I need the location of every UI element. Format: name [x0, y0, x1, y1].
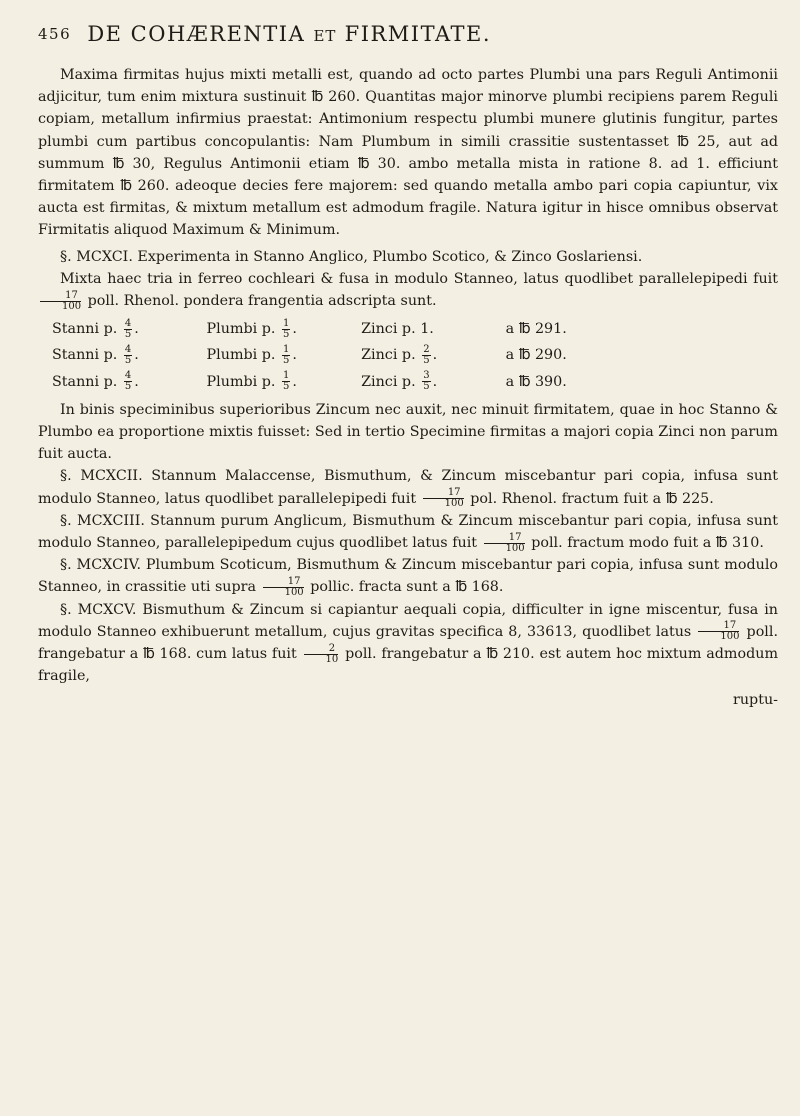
zinci-label: Zinci p.	[361, 373, 416, 390]
header-title-post: FIRMITATE.	[344, 22, 491, 46]
zinci-cell	[361, 318, 501, 340]
paragraph-binis: In binis speciminibus superioribus Zincum nec auxit, nec minuit firmitatem, quae in hoc Stanno & Plumbo ea proportione mixtis fuisset: Sed in tertio Specimine firmitas a majori copia Zinci non parum fuit aucta.	[38, 401, 778, 463]
stanni-label: Stanni p.	[52, 347, 118, 364]
stanni-label: Stanni p.	[52, 373, 118, 390]
fraction-denominator: 5	[283, 328, 290, 340]
fraction	[422, 371, 430, 392]
composition-table	[38, 318, 778, 393]
plumbi-label: Plumbi p.	[206, 321, 276, 338]
fraction-denominator: 5	[423, 354, 430, 366]
fraction	[282, 319, 290, 340]
s1091-text-pre: Mixta haec tria in ferreo cochleari & fusa in modulo Stanneo, latus quodlibet parallelepipedi fuit	[60, 270, 778, 287]
fraction-numerator: 3	[423, 370, 430, 382]
zinci-label: Zinci p.	[361, 321, 416, 338]
catchword: ruptu-	[733, 692, 778, 709]
fraction-numerator: 1	[283, 317, 290, 329]
fraction-denominator: 5	[124, 328, 132, 340]
stanni-cell: Stanni p. $\frac{4}{5}$ .	[52, 317, 139, 340]
fraction	[484, 533, 525, 554]
section-1094	[38, 554, 778, 598]
s1094-text-pre: §. MCXCIV. Plumbum Scoticum, Bismuthum & Zincum miscebantur pari copia, infusa sunt modulo Stanneo, in crassitie uti supra	[38, 557, 778, 596]
fraction-numerator: 17	[484, 533, 525, 544]
fraction-denominator: 10	[325, 653, 339, 665]
fraction-numerator: 17	[698, 621, 739, 632]
fraction-denominator: 5	[124, 354, 132, 366]
plumbi-cell: Plumbi p. $\frac{1}{5}$ .	[206, 370, 297, 393]
s1091-text-post: poll. Rhenol. pondera frangentia adscripta sunt.	[87, 293, 437, 310]
s1092-text-pre: §. MCXCII. Stannum Malaccense, Bismuthum, & Zincum miscebantur pari copia, infusa sunt modulo Stanneo, latus quodlibet parallelepipedi fuit	[38, 468, 778, 507]
plumbi-label: Plumbi p.	[206, 347, 276, 364]
table-row	[52, 318, 778, 340]
fraction	[282, 371, 290, 392]
result-cell: a ℔ 291.	[505, 321, 567, 338]
fraction-numerator: 17	[40, 291, 81, 302]
zinci-cell: Zinci p. $\frac{3}{5}$ .	[361, 370, 438, 393]
fraction	[124, 319, 132, 340]
result-cell: a ℔ 290.	[505, 347, 567, 364]
fraction-numerator: 2	[423, 343, 430, 355]
fraction-numerator: 2	[304, 644, 339, 655]
s1092-text-post: pol. Rhenol. fractum fuit a ℔ 225.	[470, 490, 714, 507]
fraction-denominator: 100	[284, 586, 304, 598]
paragraph-maxima: Maxima firmitas hujus mixti metalli est, quando ad octo partes Plumbi una pars Reguli Antimonii adjicitur, tum enim mixtura sustinuit ℔ 260. Quantitas major minorve plumbi recipiens parem Reguli copiam, metallum infirmius praestat: Antimonium respectu plumbi munere glutinis fungitur, partes plumbi cum partibus concopulantis: Nam Plumbum in simili crassitie sustentasset ℔ 25, aut ad summum ℔ 30, Regulus Antimonii etiam ℔ 30. ambo metalla mista in ratione 8. ad 1. efficiunt firmitatem ℔ 260. adeoque decies fere majorem: sed quando metalla ambo pari copia capiuntur, vix aucta est firmitas, & mixtum metallum est admodum fragile. Natura igitur in hisce omnibus observat Firmitatis aliquod Maximum & Minimum.	[38, 67, 778, 239]
fraction	[698, 621, 739, 642]
section-1091-text	[38, 268, 778, 312]
section-1091-heading: §. MCXCI. Experimenta in Stanno Anglico, Plumbo Scotico, & Zinco Goslariensi.	[60, 248, 643, 265]
table-row	[52, 371, 778, 393]
s1093-text-post: poll. fractum modo fuit a ℔ 310.	[531, 535, 764, 552]
fraction-denominator: 100	[505, 542, 525, 554]
zinci-cell: Zinci p. $\frac{2}{5}$ .	[361, 343, 438, 366]
main-text	[38, 64, 778, 712]
fraction	[124, 345, 132, 366]
plumbi-cell: Plumbi p. $\frac{1}{5}$ .	[206, 317, 297, 340]
fraction-denominator: 5	[283, 354, 290, 366]
page-number: 456	[38, 25, 72, 43]
header-title-pre: DE COHÆRENTIA	[87, 22, 306, 46]
fraction-denominator: 100	[62, 300, 82, 312]
s1094-text-post: pollic. fracta sunt a ℔ 168.	[310, 579, 504, 596]
s1095-text-pre: §. MCXCV. Bismuthum & Zincum si capiantur aequali copia, difficulter in igne miscentur, fusa in modulo Stanneo exhibuerunt metallum, cujus gravitas specifica 8, 33613, quodlibet latus	[38, 601, 778, 640]
result-cell: a ℔ 390.	[505, 373, 567, 390]
fraction-numerator: 4	[124, 370, 132, 382]
fraction	[304, 644, 339, 665]
section-1095	[38, 599, 778, 688]
section-1093	[38, 510, 778, 554]
fraction-denominator: 100	[720, 631, 740, 643]
fraction	[40, 291, 81, 312]
fraction-denominator: 5	[423, 381, 430, 393]
s1093-text-pre: §. MCXCIII. Stannum purum Anglicum, Bismuthum & Zincum miscebantur pari copia, infusa sunt modulo Stanneo, parallelepipedum cujus quodlibet latus fuit	[38, 512, 778, 552]
zinci-value: 1.	[420, 321, 434, 338]
fraction-numerator: 17	[263, 577, 304, 588]
table-row	[52, 344, 778, 366]
fraction	[282, 345, 290, 366]
fraction-numerator: 4	[124, 343, 132, 355]
fraction-numerator: 17	[423, 488, 464, 499]
fraction-numerator: 1	[283, 343, 290, 355]
fraction-numerator: 1	[283, 370, 290, 382]
zinci-label: Zinci p.	[361, 347, 416, 364]
fraction	[423, 488, 464, 509]
fraction-denominator: 5	[124, 381, 132, 393]
stanni-cell: Stanni p. $\frac{4}{5}$ .	[52, 343, 139, 366]
fraction	[124, 371, 132, 392]
fraction-denominator: 100	[444, 498, 464, 510]
plumbi-label: Plumbi p.	[206, 373, 276, 390]
fraction	[263, 577, 304, 598]
s1095-text-post: poll. frangebatur a ℔ 210. est autem hoc mixtum admodum fragile,	[38, 646, 778, 685]
plumbi-cell: Plumbi p. $\frac{1}{5}$ .	[206, 343, 297, 366]
section-1092	[38, 465, 778, 509]
fraction	[422, 345, 430, 366]
stanni-label: Stanni p.	[52, 321, 118, 338]
fraction-denominator: 5	[283, 381, 290, 393]
header-title-et: ET	[313, 27, 337, 45]
s1095-text-mid: poll. frangebatur a ℔ 168. cum latus fuit	[38, 623, 778, 663]
stanni-cell: Stanni p. $\frac{4}{5}$ .	[52, 370, 139, 393]
fraction-numerator: 4	[124, 317, 132, 329]
running-header	[38, 22, 778, 52]
